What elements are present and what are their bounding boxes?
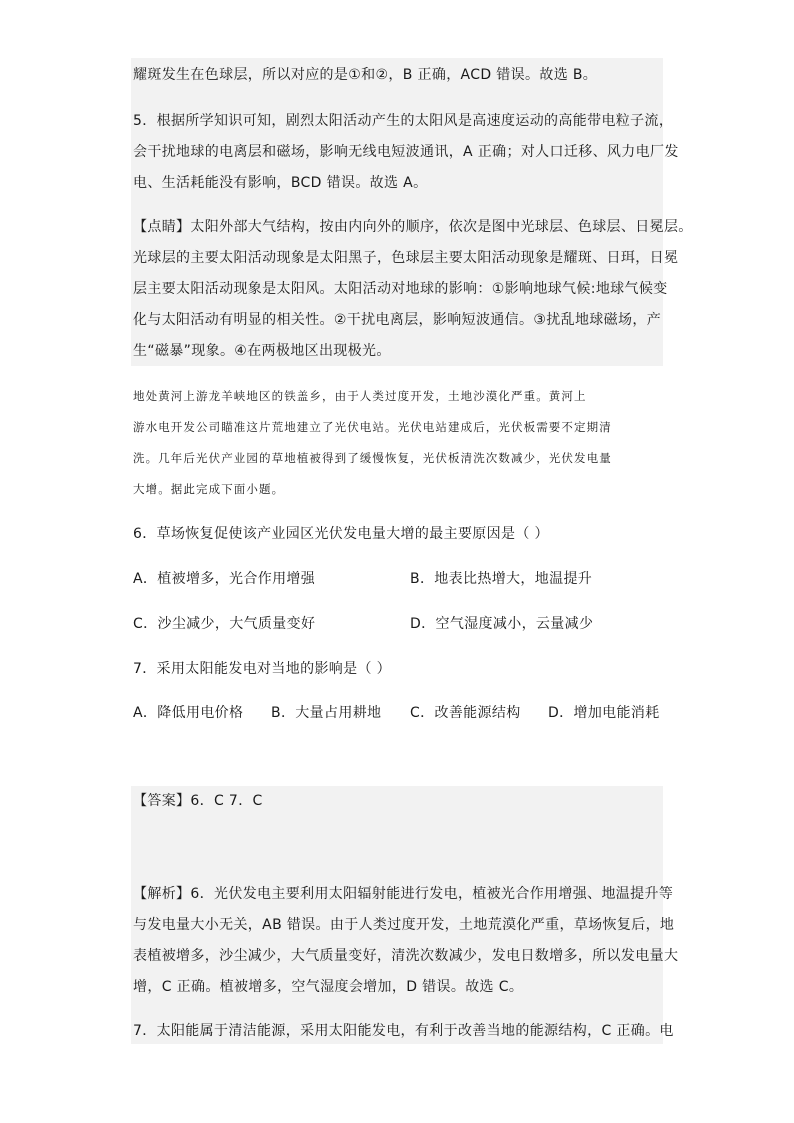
passage-line: 洗。几年后光伏产业园的草地植被得到了缓慢恢复，光伏板清洗次数减少，光伏发电量 [133, 451, 612, 465]
q6-option-a: A．植被增多，光合作用增强 [133, 571, 316, 587]
explanation-line: 耀斑发生在色球层，所以对应的是①和②，B 正确，ACD 错误。故选 B。 [133, 67, 598, 83]
question-6-stem: 6．草场恢复促使该产业园区光伏发电量大增的最主要原因是（ ） [133, 526, 549, 542]
key-points-line: 【点睛】太阳外部大气结构，按由内向外的顺序，依次是图中光球层、色球层、日冕层。 [133, 219, 693, 235]
analysis-line: 增，C 正确。植被增多，空气湿度会增加，D 错误。故选 C。 [133, 979, 524, 995]
q5-explanation-line: 会干扰地球的电离层和磁场，影响无线电短波通讯，A 正确；对人口迁移、风力电厂发 [133, 144, 679, 160]
q6-option-c: C．沙尘减少，大气质量变好 [133, 616, 316, 632]
key-points-line: 生“磁暴”现象。④在两极地区出现极光。 [133, 343, 391, 359]
analysis-line: 7．太阳能属于清洁能源，采用太阳能发电，有利于改善当地的能源结构，C 正确。电 [133, 1023, 674, 1039]
passage-line: 大增。据此完成下面小题。 [133, 482, 285, 496]
q7-option-d: D．增加电能消耗 [548, 705, 660, 721]
analysis-line: 与发电量大小无关，AB 错误。由于人类过度开发，土地荒漠化严重，草场恢复后，地 [133, 917, 675, 933]
key-points-line: 层主要太阳活动现象是太阳风。太阳活动对地球的影响：①影响地球气候:地球气候变 [133, 281, 668, 297]
key-points-line: 化与太阳活动有明显的相关性。②干扰电离层，影响短波通信。③扰乱地球磁场，产 [133, 312, 662, 328]
q7-option-b: B．大量占用耕地 [271, 705, 382, 721]
analysis-line: 【解析】6．光伏发电主要利用太阳辐射能进行发电，植被光合作用增强、地温提升等 [133, 886, 674, 902]
answer-line: 【答案】6．C 7．C [133, 793, 263, 809]
q5-explanation-line: 电、生活耗能没有影响，BCD 错误。故选 A。 [133, 175, 428, 191]
q6-option-b: B．地表比热增大，地温提升 [410, 571, 593, 587]
q5-explanation-line: 5．根据所学知识可知，剧烈太阳活动产生的太阳风是高速度运动的高能带电粒子流， [133, 113, 674, 129]
q7-option-a: A．降低用电价格 [133, 705, 244, 721]
passage-line: 地处黄河上游龙羊峡地区的铁盖乡，由于人类过度开发，土地沙漠化严重。黄河上 [133, 389, 587, 403]
question-7-stem: 7．采用太阳能发电对当地的影响是（ ） [133, 661, 392, 677]
q6-option-d: D．空气湿度减小，云量减少 [410, 616, 594, 632]
q7-option-c: C．改善能源结构 [410, 705, 521, 721]
passage-line: 游水电开发公司瞄准这片荒地建立了光伏电站。光伏电站建成后，光伏板需要不定期清 [133, 420, 612, 434]
key-points-line: 光球层的主要太阳活动现象是太阳黑子，色球层主要太阳活动现象是耀斑、日珥，日冕 [133, 250, 679, 266]
analysis-line: 表植被增多，沙尘减少，大气质量变好，清洗次数减少，发电日数增多，所以发电量大 [133, 948, 679, 964]
